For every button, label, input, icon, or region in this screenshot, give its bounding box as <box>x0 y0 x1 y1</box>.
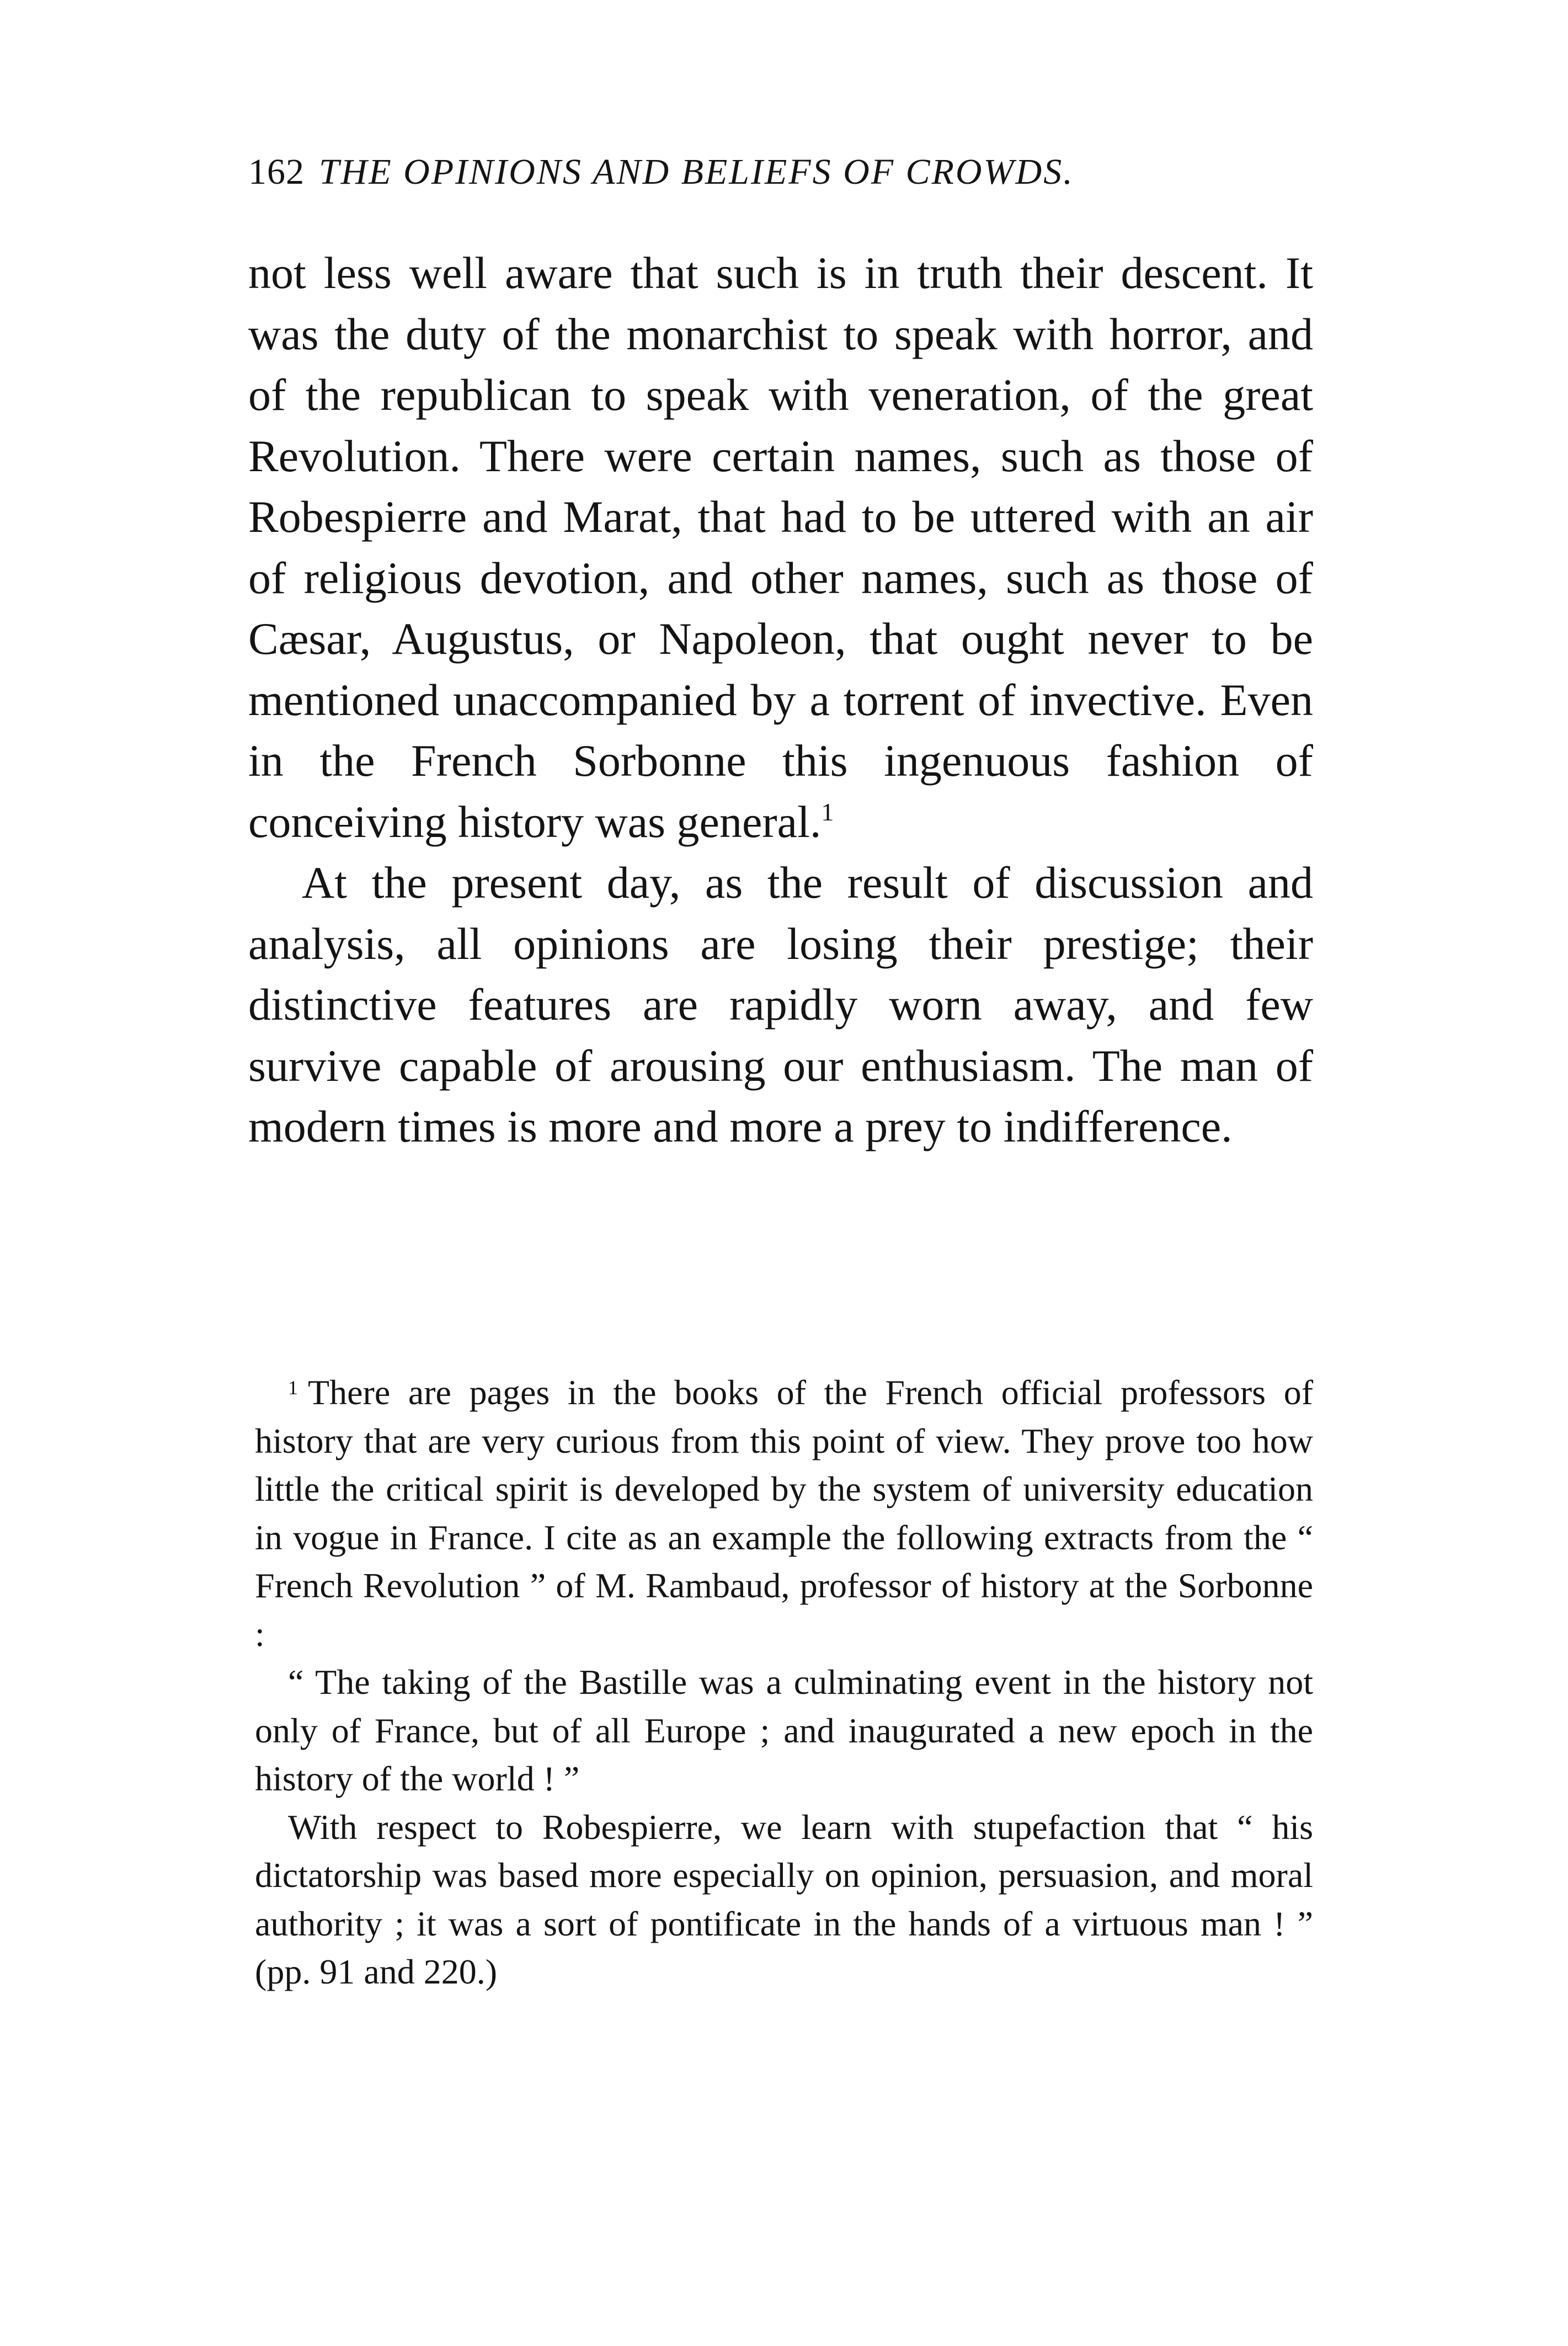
footnote-paragraph: With respect to Robespierre, we learn with stupefaction that “ his dictatorship was based more especially on opinion, persuasion, and moral authority ; it was a sort of pontificate in the hands of a virtuous man ! ” (pp. 91 and 220.) <box>255 1807 1313 1991</box>
footnote-quote: “ The taking of the Bastille was a culminating event in the history not only of France, but of all Europe ; and inaugurated a new epoch in the history of the world ! ” <box>255 1662 1313 1798</box>
footnote-reference: 1 <box>821 797 834 826</box>
footnote-marker: 1 <box>288 1377 298 1399</box>
body-paragraph: At the present day, as the result of discussion and analysis, all opinions are losing their prestige; their distinctive features are rapidly worn away, and few survive capable of arousing our enthusiasm. The man of modern times is more and more a prey to indifference. <box>248 857 1313 1151</box>
body-paragraph-text: not less well aware that such is in truth their descent. It was the duty of the monarchist to speak with horror, and of the republican to speak with veneration, of the great Revolution. There were certain names, such as those of Robespierre and Marat, that had to be uttered with an air of religious devotion, and other names, such as those of Cæsar, Augustus, or Napoleon, that ought never to be mentioned unaccompanied by a torrent of invective. Even in the French Sorbonne this ingenuous fashion of conceiving history was general. <box>248 248 1313 847</box>
running-title: THE OPINIONS AND BELIEFS OF CROWDS. <box>319 152 1074 192</box>
footnote-text: There are pages in the books of the French official professors of history that are very curious from this point of view. They prove too how little the critical spirit is developed by the system of university education in vogue in France. I cite as an example the following extracts from the “ French Revolution ” of M. Rambaud, professor of history at the Sorbonne : <box>255 1373 1313 1654</box>
running-header <box>248 150 1324 194</box>
footnote-block <box>255 1368 1313 1996</box>
body-paragraph <box>248 243 1313 852</box>
main-text <box>248 243 1313 1158</box>
page-number: 162 <box>248 152 305 192</box>
footnote-paragraph <box>255 1368 1313 1658</box>
